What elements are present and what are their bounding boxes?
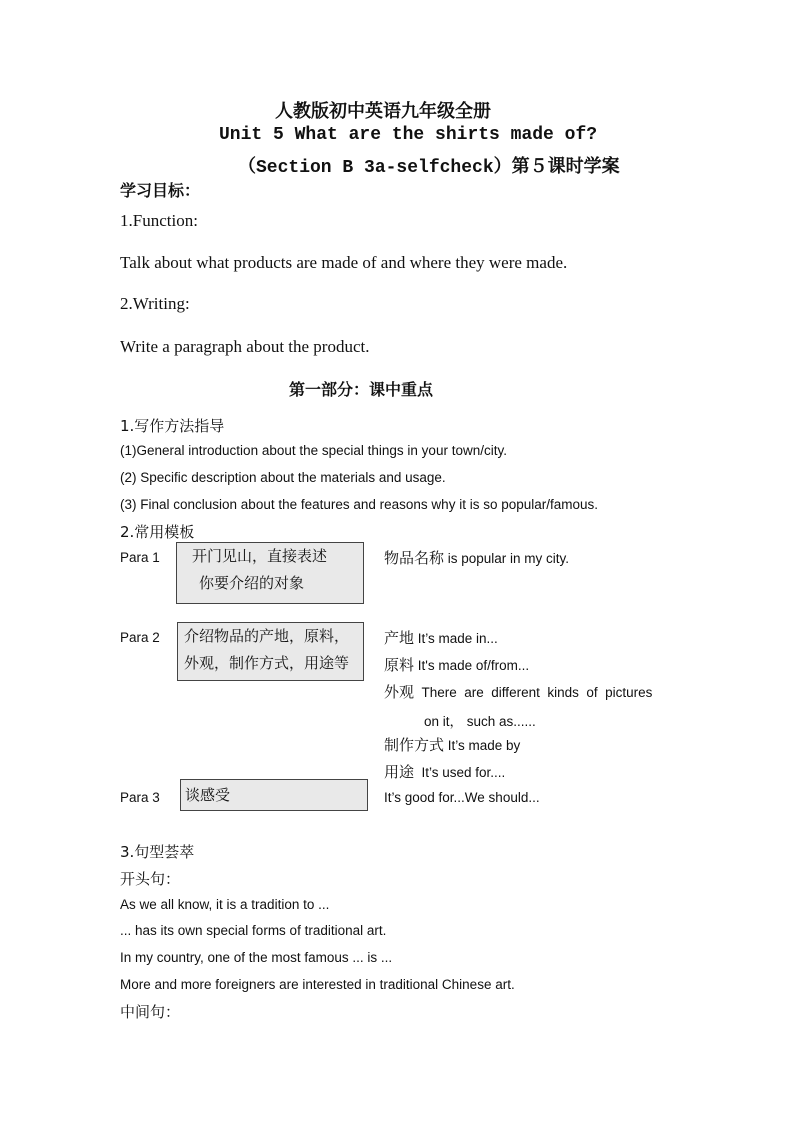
para1-label: Para 1 [120, 550, 160, 565]
para1-note [384, 547, 569, 568]
objectives-heading: 学习目标： [120, 181, 201, 200]
para3-box [180, 779, 368, 811]
para1-box-line-1: 开门见山，直接表述 [192, 547, 328, 565]
guide-heading: 1.写作方法指导 [120, 417, 225, 435]
para2-note-2-en: It's made of/from... [414, 658, 530, 673]
para2-note-1 [384, 627, 498, 648]
writing-text: Write a paragraph about the product. [120, 337, 370, 356]
para3-label: Para 3 [120, 790, 160, 805]
section-title: （Section B 3a-selfcheck）第５课时学案 [238, 158, 620, 178]
para1-note-cn: 物品名称 [384, 549, 445, 567]
para2-note-6-cn: 用途 [384, 763, 415, 781]
para2-box [177, 622, 364, 681]
opening-label: 开头句： [120, 870, 181, 888]
para1-note-en: is popular in my city. [444, 551, 570, 566]
para2-note-5 [384, 734, 520, 755]
para2-box-line-2: 外观，制作方式，用途等 [184, 654, 350, 672]
para2-note-1-en: It’s made in... [414, 631, 498, 646]
part1-heading: 第一部分：课中重点 [289, 380, 434, 399]
guide-item-1: (1)General introduction about the special things in your town/city. [120, 443, 507, 458]
para2-note-1-cn: 产地 [384, 629, 415, 647]
guide-item-3: (3) Final conclusion about the features and reasons why it is so popular/famous. [120, 497, 599, 512]
para2-note-3-cn: 外观 [384, 683, 415, 701]
para2-note-4: on it， such as...... [424, 714, 536, 729]
para2-box-line-1: 介绍物品的产地，原料， [184, 627, 350, 645]
para2-note-3-en: There are different kinds of pictures [414, 685, 653, 700]
opening-sentence-4: More and more foreigners are interested in traditional Chinese art. [120, 977, 515, 992]
para2-note-6-en: It’s used for.... [414, 765, 506, 780]
opening-sentence-2: ... has its own special forms of traditional art. [120, 923, 387, 938]
para3-box-line-1: 谈感受 [185, 786, 231, 804]
function-text: Talk about what products are made of and where they were made. [120, 253, 568, 272]
guide-item-2: (2) Specific description about the materials and usage. [120, 470, 446, 485]
opening-sentence-3: In my country, one of the most famous ... is ... [120, 950, 393, 965]
para2-note-6 [384, 761, 505, 782]
middle-label: 中间句： [120, 1003, 181, 1021]
para1-box [176, 542, 364, 604]
para2-note-5-en: It’s made by [444, 738, 521, 753]
function-label: 1.Function: [120, 211, 198, 230]
para2-note-2-cn: 原料 [384, 656, 415, 674]
document-title: 人教版初中英语九年级全册 [275, 101, 491, 122]
para2-note-2 [384, 654, 529, 675]
para3-note: It’s good for...We should... [384, 790, 540, 805]
unit-title: Unit 5 What are the shirts made of? [219, 125, 598, 145]
writing-label: 2.Writing: [120, 294, 190, 313]
template-heading: 2.常用模板 [120, 523, 195, 541]
para2-note-5-cn: 制作方式 [384, 736, 445, 754]
para1-box-line-2: 你要介绍的对象 [199, 574, 305, 592]
sentence-heading: 3.句型荟萃 [120, 843, 195, 861]
para2-note-3 [384, 681, 652, 702]
para2-label: Para 2 [120, 630, 160, 645]
opening-sentence-1: As we all know, it is a tradition to ... [120, 897, 330, 912]
